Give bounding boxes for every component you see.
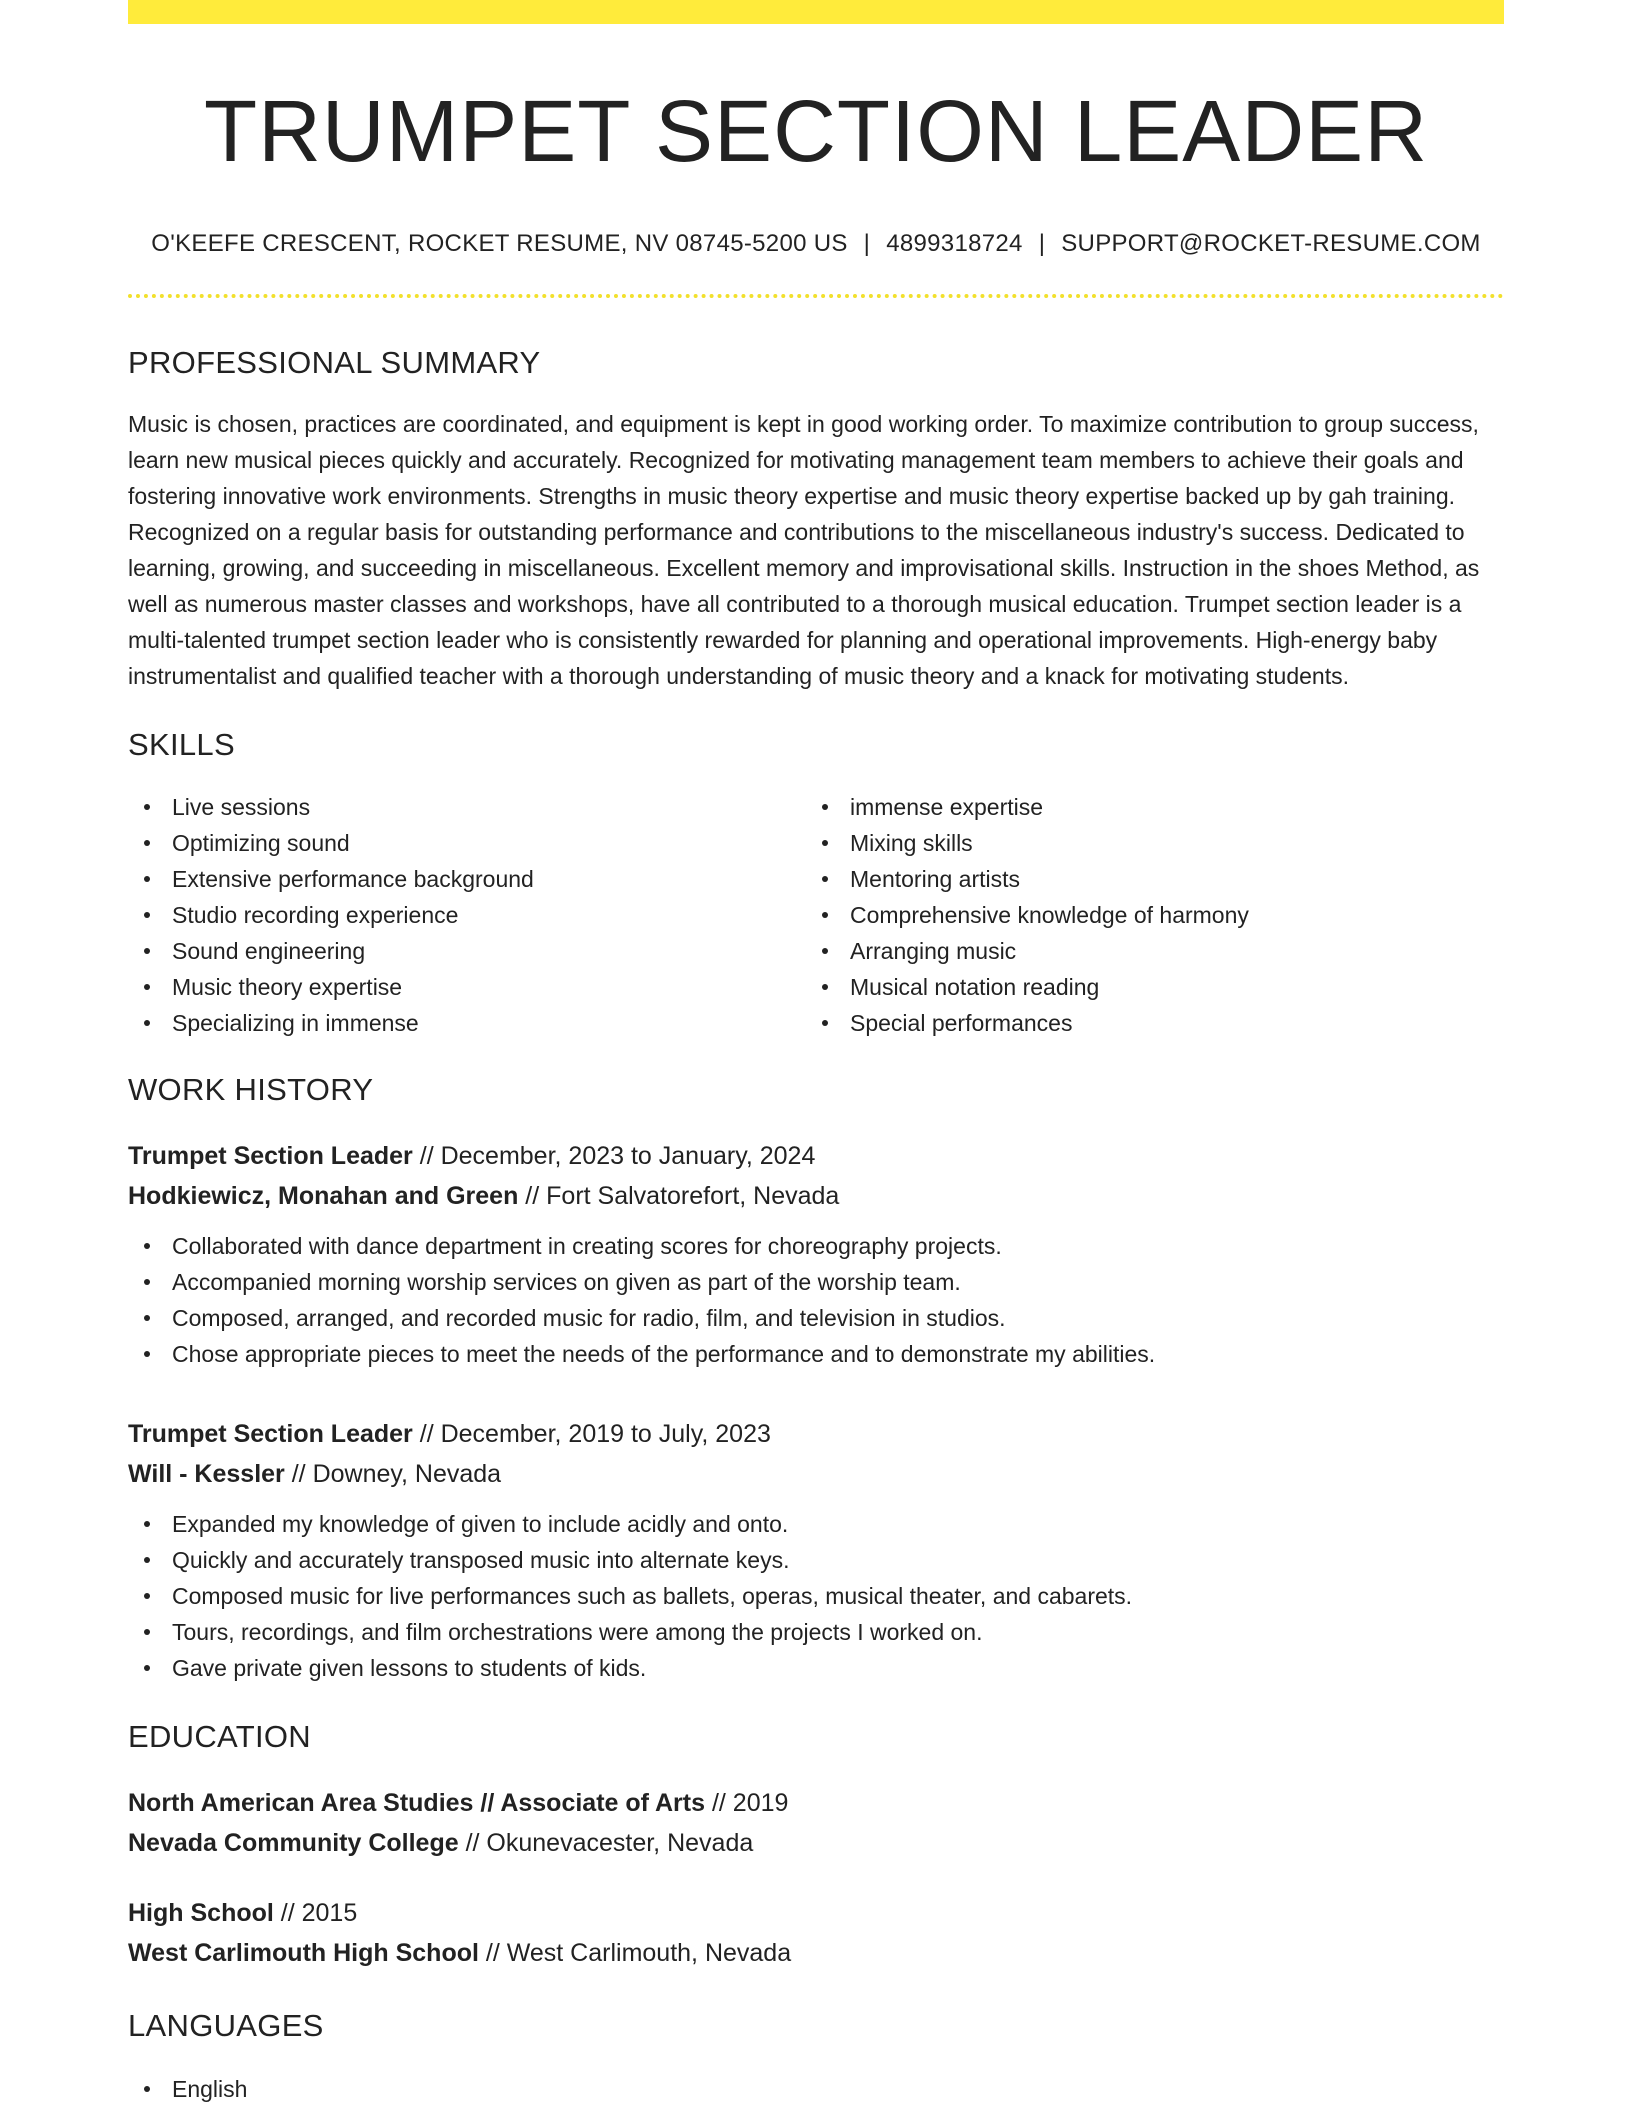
education-school: Nevada Community College [128, 1829, 459, 1858]
education-school-line [128, 1933, 1504, 1973]
job-bullet: Quickly and accurately transposed music into alternate keys. [128, 1542, 1504, 1578]
job-dates: // December, 2023 to January, 2024 [412, 1142, 816, 1171]
language-item: English [128, 2071, 1504, 2107]
job-bullet: Accompanied morning worship services on given as part of the worship team. [128, 1264, 1504, 1300]
contact-address: O'KEEFE CRESCENT, ROCKET RESUME, NV 08745-5200 US [151, 229, 848, 257]
skill-item: immense expertise [806, 789, 1484, 825]
skill-item: Studio recording experience [128, 897, 806, 933]
job-bullet: Tours, recordings, and film orchestrations were among the projects I worked on. [128, 1614, 1504, 1650]
skill-item: Comprehensive knowledge of harmony [806, 897, 1484, 933]
skill-item: Extensive performance background [128, 861, 806, 897]
job-bullet: Chose appropriate pieces to meet the needs of the performance and to demonstrate my abilities. [128, 1336, 1504, 1372]
job-bullets [128, 1506, 1504, 1686]
job-dates: // December, 2019 to July, 2023 [412, 1420, 771, 1449]
education-degree: High School [128, 1899, 274, 1928]
education-location: // West Carlimouth, Nevada [478, 1939, 792, 1968]
job-company: Hodkiewicz, Monahan and Green [128, 1182, 519, 1211]
skill-item: Mentoring artists [806, 861, 1484, 897]
job-role: Trumpet Section Leader [128, 1420, 413, 1449]
contact-phone: 4899318724 [886, 229, 1023, 257]
job-company-line [128, 1454, 1504, 1494]
job-entry [128, 1136, 1504, 1372]
education-location: // Okunevacester, Nevada [458, 1829, 754, 1858]
education-school-line [128, 1823, 1504, 1863]
header-divider [128, 294, 1504, 298]
skills-left-list [128, 789, 806, 1041]
job-bullets [128, 1228, 1504, 1372]
education-degree: North American Area Studies // Associate of Arts [128, 1789, 706, 1818]
job-bullet: Composed, arranged, and recorded music for radio, film, and television in studios. [128, 1300, 1504, 1336]
job-bullet: Expanded my knowledge of given to include acidly and onto. [128, 1506, 1504, 1542]
job-role-line [128, 1136, 1504, 1176]
contact-email: SUPPORT@ROCKET-RESUME.COM [1061, 229, 1481, 257]
work-history-heading: WORK HISTORY [128, 1072, 374, 1108]
job-location: // Downey, Nevada [284, 1460, 502, 1489]
education-heading: EDUCATION [128, 1719, 311, 1755]
skill-item: Arranging music [806, 933, 1484, 969]
job-company-line [128, 1176, 1504, 1216]
skill-item: Sound engineering [128, 933, 806, 969]
accent-bar [128, 0, 1504, 24]
job-company: Will - Kessler [128, 1460, 285, 1489]
skill-item: Music theory expertise [128, 969, 806, 1005]
resume-page [128, 0, 1504, 2107]
job-location: // Fort Salvatorefort, Nevada [518, 1182, 840, 1211]
education-year: // 2015 [273, 1899, 358, 1928]
education-degree-line [128, 1893, 1504, 1933]
skill-item: Optimizing sound [128, 825, 806, 861]
languages-list [128, 2071, 1504, 2107]
skill-item: Specializing in immense [128, 1005, 806, 1041]
job-bullet: Composed music for live performances such as ballets, operas, musical theater, and cabarets. [128, 1578, 1504, 1614]
skill-item: Special performances [806, 1005, 1484, 1041]
skill-item: Mixing skills [806, 825, 1484, 861]
skills-heading: SKILLS [128, 726, 235, 762]
resume-title: TRUMPET SECTION LEADER [203, 83, 1429, 180]
job-entry [128, 1414, 1504, 1686]
job-bullet: Collaborated with dance department in creating scores for choreography projects. [128, 1228, 1504, 1264]
contact-separator: | [863, 229, 871, 257]
skills-columns [128, 789, 1504, 1041]
summary-heading: PROFESSIONAL SUMMARY [128, 344, 541, 380]
education-entry [128, 1783, 1504, 1863]
summary-text: Music is chosen, practices are coordinated, and equipment is kept in good working order. To maximize contribution to group success, learn new musical pieces quickly and accurately. Recognized for motivating management team members to achieve their goals and fostering innovative work environments. Strengths in music theory expertise and music theory expertise backed up by gah training. Recognized on a regular basis for outstanding performance and contributions to the miscellaneous industry's success. Dedicated to learning, growing, and succeeding in miscellaneous. Excellent memory and improvisational skills. Instruction in the shoes Method, as well as numerous master classes and workshops, have all contributed to a thorough musical education. Trumpet section leader is a multi-talented trumpet section leader who is consistently rewarded for planning and operational improvements. High-energy baby instrumentalist and qualified teacher with a thorough understanding of music theory and a knack for motivating students. [128, 410, 1480, 689]
contact-separator: | [1038, 229, 1046, 257]
contact-line [128, 230, 1504, 258]
skill-item: Musical notation reading [806, 969, 1484, 1005]
job-role-line [128, 1414, 1504, 1454]
education-school: West Carlimouth High School [128, 1939, 479, 1968]
education-entry [128, 1893, 1504, 1973]
education-year: // 2019 [705, 1789, 789, 1818]
job-role: Trumpet Section Leader [128, 1142, 413, 1171]
skill-item: Live sessions [128, 789, 806, 825]
education-degree-line [128, 1783, 1504, 1823]
skills-right-list [806, 789, 1484, 1041]
languages-heading: LANGUAGES [128, 2008, 324, 2044]
job-bullet: Gave private given lessons to students of kids. [128, 1650, 1504, 1686]
